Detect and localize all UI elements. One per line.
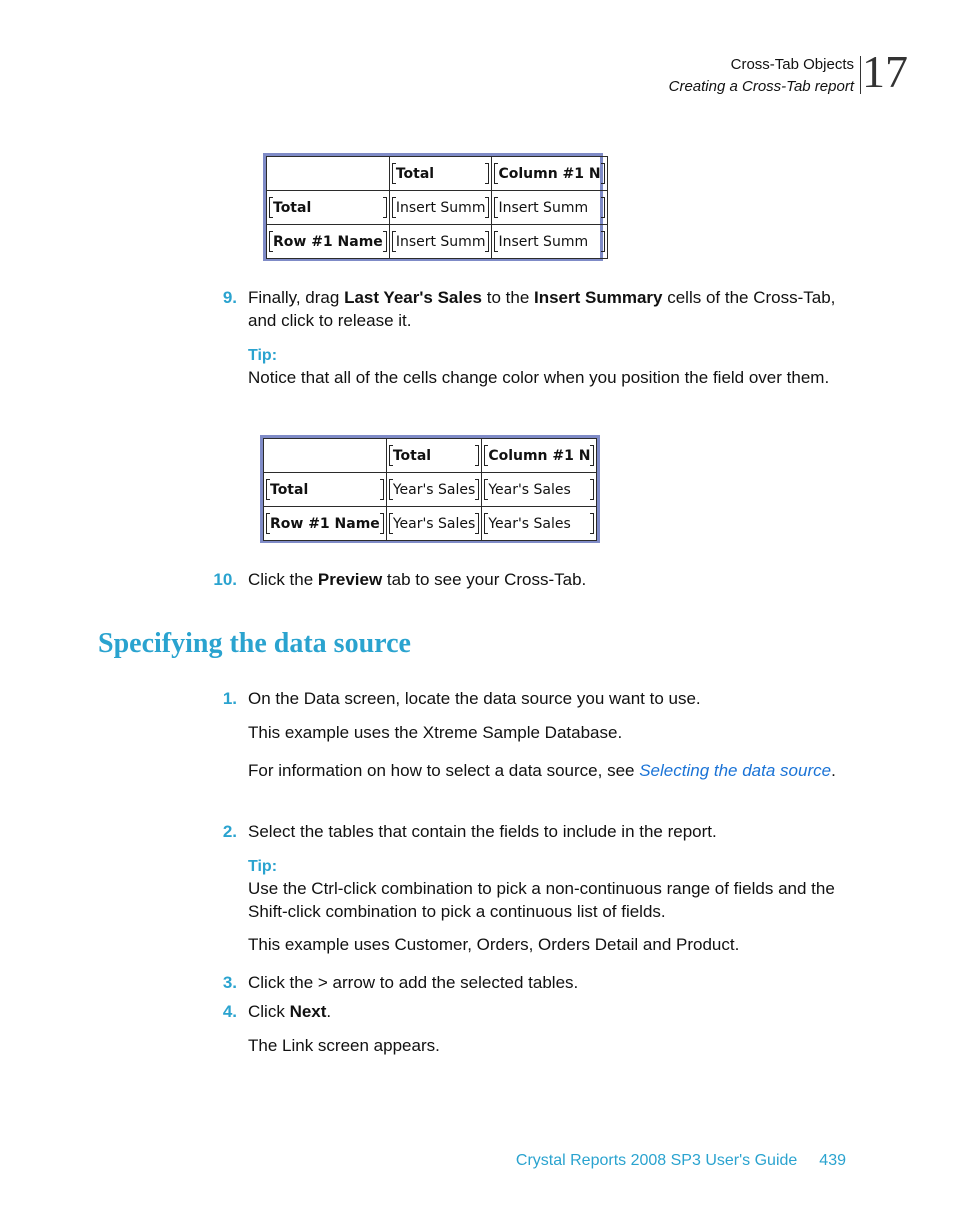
page-number: 439 (819, 1152, 846, 1169)
step-number: 10. (213, 570, 237, 589)
step-text: On the Data screen, locate the data source you want to use. (248, 689, 701, 708)
running-header-subtitle: Creating a Cross-Tab report (668, 78, 854, 95)
crosstab-row-header (264, 473, 387, 507)
summary-cell-label: Insert Summ (498, 199, 589, 216)
running-header-title: Cross-Tab Objects (730, 56, 854, 73)
crosstab-col-header (482, 439, 597, 473)
row-header-label: Total (273, 199, 312, 216)
crosstab-col-header (492, 157, 607, 191)
text-run: Click (248, 1002, 290, 1021)
paragraph: This example uses Customer, Orders, Orders Detail and Product. (248, 935, 740, 954)
step-text: Click the > arrow to add the selected tables. (248, 973, 579, 992)
crosstab-summary-cell (386, 507, 482, 541)
summary-cell-label: Insert Summ (395, 233, 486, 250)
text-run: Finally, drag (248, 288, 345, 307)
crosstab-summary-cell (386, 473, 482, 507)
row-header-label: Total (270, 481, 309, 498)
text-run: cells of the Cross-Tab, and click to release it. (248, 288, 836, 330)
crosstab-col-header (389, 157, 492, 191)
paragraph: This example uses the Xtreme Sample Database. (248, 723, 623, 742)
step-number: 1. (222, 689, 237, 708)
text-run: For information on how to select a data source, see (248, 761, 640, 780)
chapter-number: 17 (862, 46, 908, 97)
col-header-label: Total (392, 447, 432, 464)
section-heading: Specifying the data source (98, 628, 411, 659)
text-run: tab to see your Cross-Tab. (382, 570, 587, 589)
col-header-label: Total (395, 165, 435, 182)
tip-text: Notice that all of the cells change color when you position the field over them. (248, 368, 830, 387)
text-run: Click the (248, 570, 318, 589)
crosstab-row-header (267, 191, 390, 225)
step-text (248, 1000, 848, 1023)
summary-cell-label: Year's Sales (392, 515, 476, 532)
step-number: 9. (222, 288, 237, 307)
summary-cell-label: Year's Sales (488, 481, 571, 498)
step-text (248, 568, 848, 591)
summary-cell-label: Year's Sales (488, 515, 571, 532)
row-header-label: Row #1 Name (273, 233, 383, 250)
step-text: Select the tables that contain the fields to include in the report. (248, 822, 717, 841)
step-number: 3. (222, 973, 237, 992)
crosstab-summary-cell (482, 507, 597, 541)
col-header-label: Column #1 N (488, 447, 591, 464)
tab-name: Preview (317, 570, 383, 589)
chapter-divider (860, 56, 861, 94)
text-run: . (326, 1002, 332, 1021)
crosstab-summary-cell (492, 191, 607, 225)
crosstab-corner-cell (267, 157, 390, 191)
paragraph: The Link screen appears. (248, 1036, 440, 1055)
col-header-label: Column #1 N (498, 165, 601, 182)
crosstab-summary-cell (492, 225, 607, 259)
text-run: to the (482, 288, 534, 307)
tip-label: Tip: (248, 858, 278, 875)
page-footer (516, 1150, 846, 1172)
crosstab-summary-cell (389, 225, 492, 259)
crosstab-grid-insert-summary (263, 153, 603, 261)
crosstab-row-header (267, 225, 390, 259)
crosstab-row-header (264, 507, 387, 541)
summary-cell-label: Year's Sales (392, 481, 476, 498)
crosstab-summary-cell (482, 473, 597, 507)
summary-cell-label: Insert Summ (498, 233, 589, 250)
selecting-data-source-link[interactable]: Selecting the data source (639, 761, 832, 780)
button-name: Next (289, 1002, 327, 1021)
guide-title: Crystal Reports 2008 SP3 User's Guide (515, 1152, 798, 1169)
crosstab-summary-cell (389, 191, 492, 225)
field-name: Last Year's Sales (344, 288, 483, 307)
paragraph-with-link (248, 759, 853, 782)
step-number: 2. (222, 822, 237, 841)
step-text (248, 286, 848, 332)
text-run: . (831, 761, 836, 780)
crosstab-corner-cell (264, 439, 387, 473)
crosstab-grid-year-sales (260, 435, 600, 543)
cell-name: Insert Summary (534, 288, 663, 307)
summary-cell-label: Insert Summ (395, 199, 486, 216)
tip-text: Use the Ctrl-click combination to pick a non-continuous range of fields and the Shift-click combination to pick a continuous list of fields. (248, 879, 835, 921)
tip-label: Tip: (248, 347, 278, 364)
row-header-label: Row #1 Name (270, 515, 380, 532)
crosstab-col-header (386, 439, 482, 473)
step-number: 4. (222, 1002, 237, 1021)
